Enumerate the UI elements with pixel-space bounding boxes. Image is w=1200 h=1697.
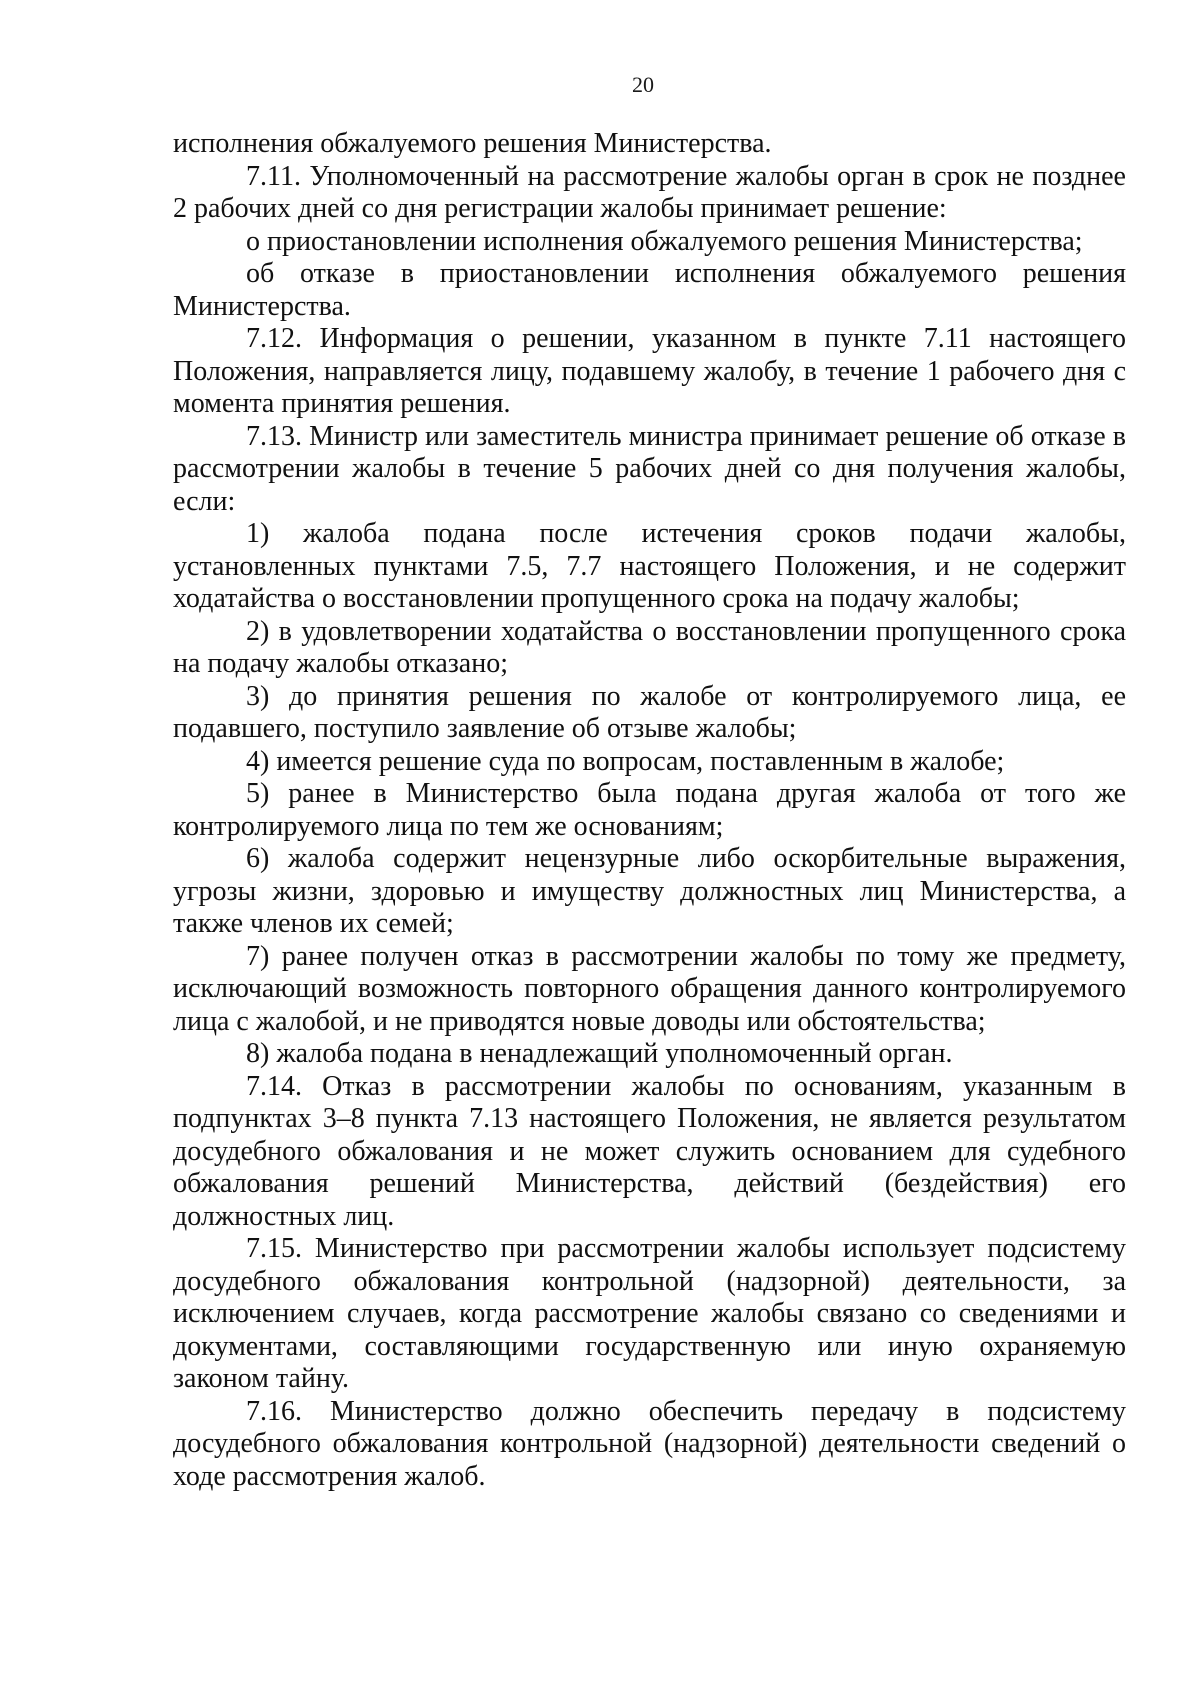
document-body xyxy=(173,128,1126,1493)
paragraph-7-13-item-2: 2) в удовлетворении ходатайства о восстановлении пропущенного срока на подачу жалобы отказано; xyxy=(173,615,1126,679)
paragraph-7-13-item-5: 5) ранее в Министерство была подана другая жалоба от того же контролируемого лица по тем же основаниям; xyxy=(173,778,1126,842)
paragraph-7-13-item-6: 6) жалоба содержит нецензурные либо оскорбительные выражения, угрозы жизни, здоровью и имуществу должностных лиц Министерства, а также членов их семей; xyxy=(173,843,1126,939)
paragraph-7-11-option-1: о приостановлении исполнения обжалуемого решения Министерства; xyxy=(246,225,1083,257)
paragraph-7-16: 7.16. Министерство должно обеспечить передачу в подсистему досудебного обжалования контрольной (надзорной) деятельности сведений о ходе рассмотрения жалоб. xyxy=(173,1395,1126,1492)
paragraph-7-13-item-4: 4) имеется решение суда по вопросам, поставленным в жалобе; xyxy=(246,745,1005,777)
paragraph-7-13: 7.13. Министр или заместитель министра принимает решение об отказе в рассмотрении жалобы в течение 5 рабочих дней со дня получения жалобы, если: xyxy=(173,420,1126,517)
paragraph-continuation: исполнения обжалуемого решения Министерства. xyxy=(173,128,772,159)
page-number: 20 xyxy=(632,72,654,97)
paragraph-7-13-item-1: 1) жалоба подана после истечения сроков подачи жалобы, установленных пунктами 7.5, 7.7 настоящего Положения, и не содержит ходатайства о восстановлении пропущенного срока на подачу жалобы; xyxy=(173,518,1126,614)
paragraph-7-15: 7.15. Министерство при рассмотрении жалобы использует подсистему досудебного обжалования контрольной (надзорной) деятельности, за исключением случаев, когда рассмотрение жалобы связано со сведениями и документами, составляющими государственную или иную охраняемую законом тайну. xyxy=(173,1233,1126,1394)
paragraph-7-13-item-7: 7) ранее получен отказ в рассмотрении жалобы по тому же предмету, исключающий возможность повторного обращения данного контролируемого лица с жалобой, и не приводятся новые доводы или обстоятельства; xyxy=(173,940,1126,1037)
paragraph-7-13-item-8: 8) жалоба подана в ненадлежащий уполномоченный орган. xyxy=(246,1038,953,1069)
paragraph-7-14: 7.14. Отказ в рассмотрении жалобы по основаниям, указанным в подпунктах 3–8 пункта 7.13 настоящего Положения, не является результатом досудебного обжалования и не может служить основанием для судебного обжалования решений Министерства, действий (бездействия) его должностных лиц. xyxy=(173,1070,1126,1232)
paragraph-7-11: 7.11. Уполномоченный на рассмотрение жалобы орган в срок не позднее 2 рабочих дней со дня регистрации жалобы принимает решение: xyxy=(173,160,1126,224)
paragraph-7-11-option-2: об отказе в приостановлении исполнения обжалуемого решения Министерства. xyxy=(173,258,1126,322)
paragraph-7-13-item-3: 3) до принятия решения по жалобе от контролируемого лица, ее подавшего, поступило заявление об отзыве жалобы; xyxy=(173,680,1126,744)
paragraph-7-12: 7.12. Информация о решении, указанном в пункте 7.11 настоящего Положения, направляется лицу, подавшему жалобу, в течение 1 рабочего дня с момента принятия решения. xyxy=(173,323,1126,419)
